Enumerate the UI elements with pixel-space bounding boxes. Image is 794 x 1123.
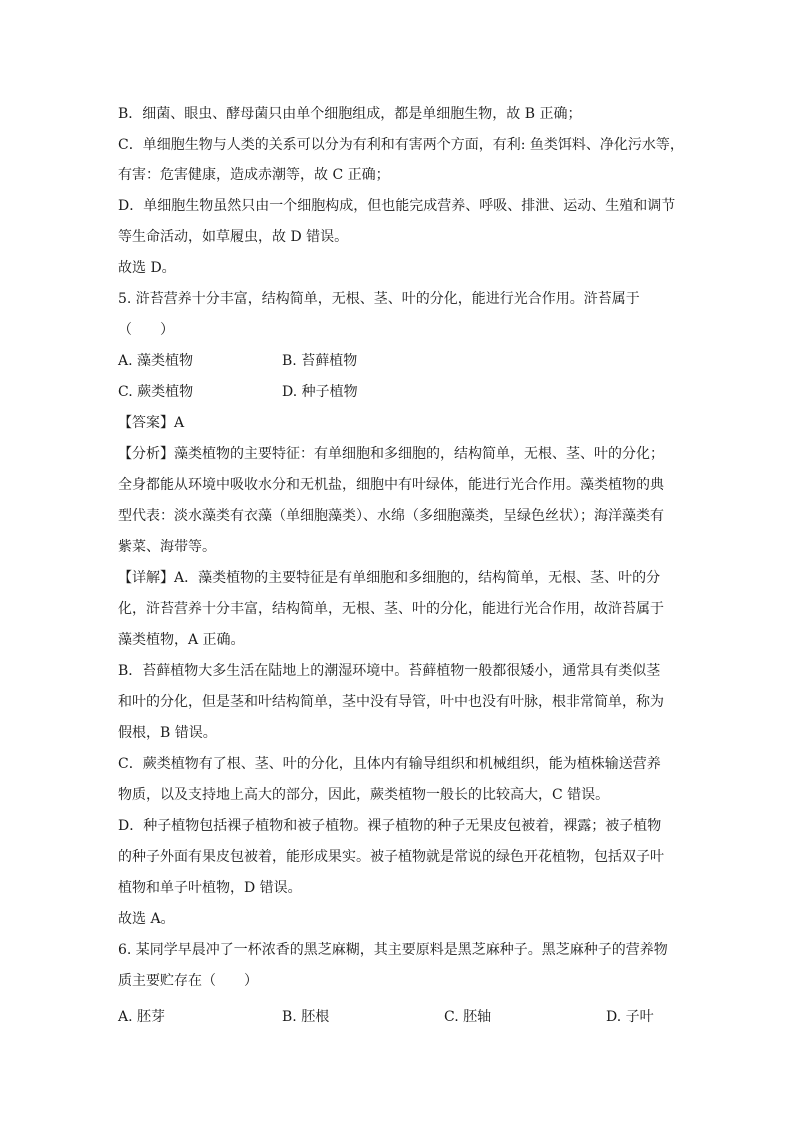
question-6-stem: 质主要贮存在（ ）: [118, 973, 258, 989]
q6-option-c: C. 胚轴: [444, 1009, 492, 1025]
answer-label: 【答案】A: [118, 415, 185, 431]
text-line: 有害：危害健康，造成赤潮等，故 C 正确；: [118, 167, 390, 183]
text-line: 等生命活动，如草履虫，故 D 错误。: [118, 229, 349, 245]
explanation-line: 藻类植物，A 正确。: [118, 632, 245, 648]
text-line: D．单细胞生物虽然只由一个细胞构成，但也能完成营养、呼吸、排泄、运动、生殖和调节: [118, 198, 676, 214]
question-5-blank: （ ）: [118, 322, 174, 338]
q5-option-c: C. 蕨类植物: [118, 384, 194, 400]
explanation-line: 化，浒苔营养十分丰富，结构简单，无根、茎、叶的分化，能进行光合作用，故浒苔属于: [118, 601, 664, 617]
explanation-line: 物质，以及支持地上高大的部分，因此，蕨类植物一般长的比较高大，C 错误。: [118, 787, 610, 803]
analysis-line: 全身都能从环境中吸收水分和无机盐，细胞中有叶绿体，能进行光合作用。藻类植物的典: [118, 477, 664, 493]
q6-option-d: D. 子叶: [606, 1009, 654, 1025]
analysis-line: 型代表：淡水藻类有衣藻（单细胞藻类）、水绵（多细胞藻类，呈绿色丝状）；海洋藻类有: [118, 508, 664, 524]
explanation-line: 的种子外面有果皮包被着，能形成果实。被子植物就是常说的绿色开花植物，包括双子叶: [118, 849, 664, 865]
text-line: 故选 A。: [118, 911, 175, 927]
explanation-line: 【详解】A．藻类植物的主要特征是有单细胞和多细胞的，结构简单，无根、茎、叶的分: [118, 570, 661, 586]
analysis-line: 【分析】藻类植物的主要特征：有单细胞和多细胞的，结构简单，无根、茎、叶的分化；: [118, 446, 664, 462]
q6-option-a: A. 胚芽: [118, 1009, 166, 1025]
analysis-line: 紫菜、海带等。: [118, 539, 216, 555]
question-5-stem: 5. 浒苔营养十分丰富，结构简单，无根、茎、叶的分化，能进行光合作用。浒苔属于: [118, 291, 640, 307]
explanation-line: C．蕨类植物有了根、茎、叶的分化，且体内有输导组织和机械组织，能为植株输送营养: [118, 756, 661, 772]
text-line: 故选 D。: [118, 260, 176, 276]
explanation-line: B．苔藓植物大多生活在陆地上的潮湿环境中。苔藓植物一般都很矮小，通常具有类似茎: [118, 663, 661, 679]
q5-option-a: A. 藻类植物: [118, 353, 194, 369]
q5-option-b: B. 苔藓植物: [282, 353, 358, 369]
text-line: C．单细胞生物与人类的关系可以分为有利和有害两个方面，有利: 鱼类饵料、净化污水等，: [118, 137, 684, 153]
q5-option-d: D. 种子植物: [282, 384, 358, 400]
explanation-line: 植物和单子叶植物，D 错误。: [118, 880, 302, 896]
explanation-line: D．种子植物包括裸子植物和被子植物。裸子植物的种子无果皮包被着，裸露；被子植物: [118, 818, 662, 834]
q6-option-b: B. 胚根: [282, 1009, 330, 1025]
question-6-stem: 6. 某同学早晨冲了一杯浓香的黑芝麻糊，其主要原料是黑芝麻种子。黑芝麻种子的营养物: [118, 942, 668, 958]
explanation-line: 和叶的分化，但是茎和叶结构简单，茎中没有导管，叶中也没有叶脉，根非常简单，称为: [118, 694, 664, 710]
explanation-line: 假根，B 错误。: [118, 725, 217, 741]
text-line: B．细菌、眼虫、酵母菌只由单个细胞组成，都是单细胞生物，故 B 正确；: [118, 106, 582, 122]
